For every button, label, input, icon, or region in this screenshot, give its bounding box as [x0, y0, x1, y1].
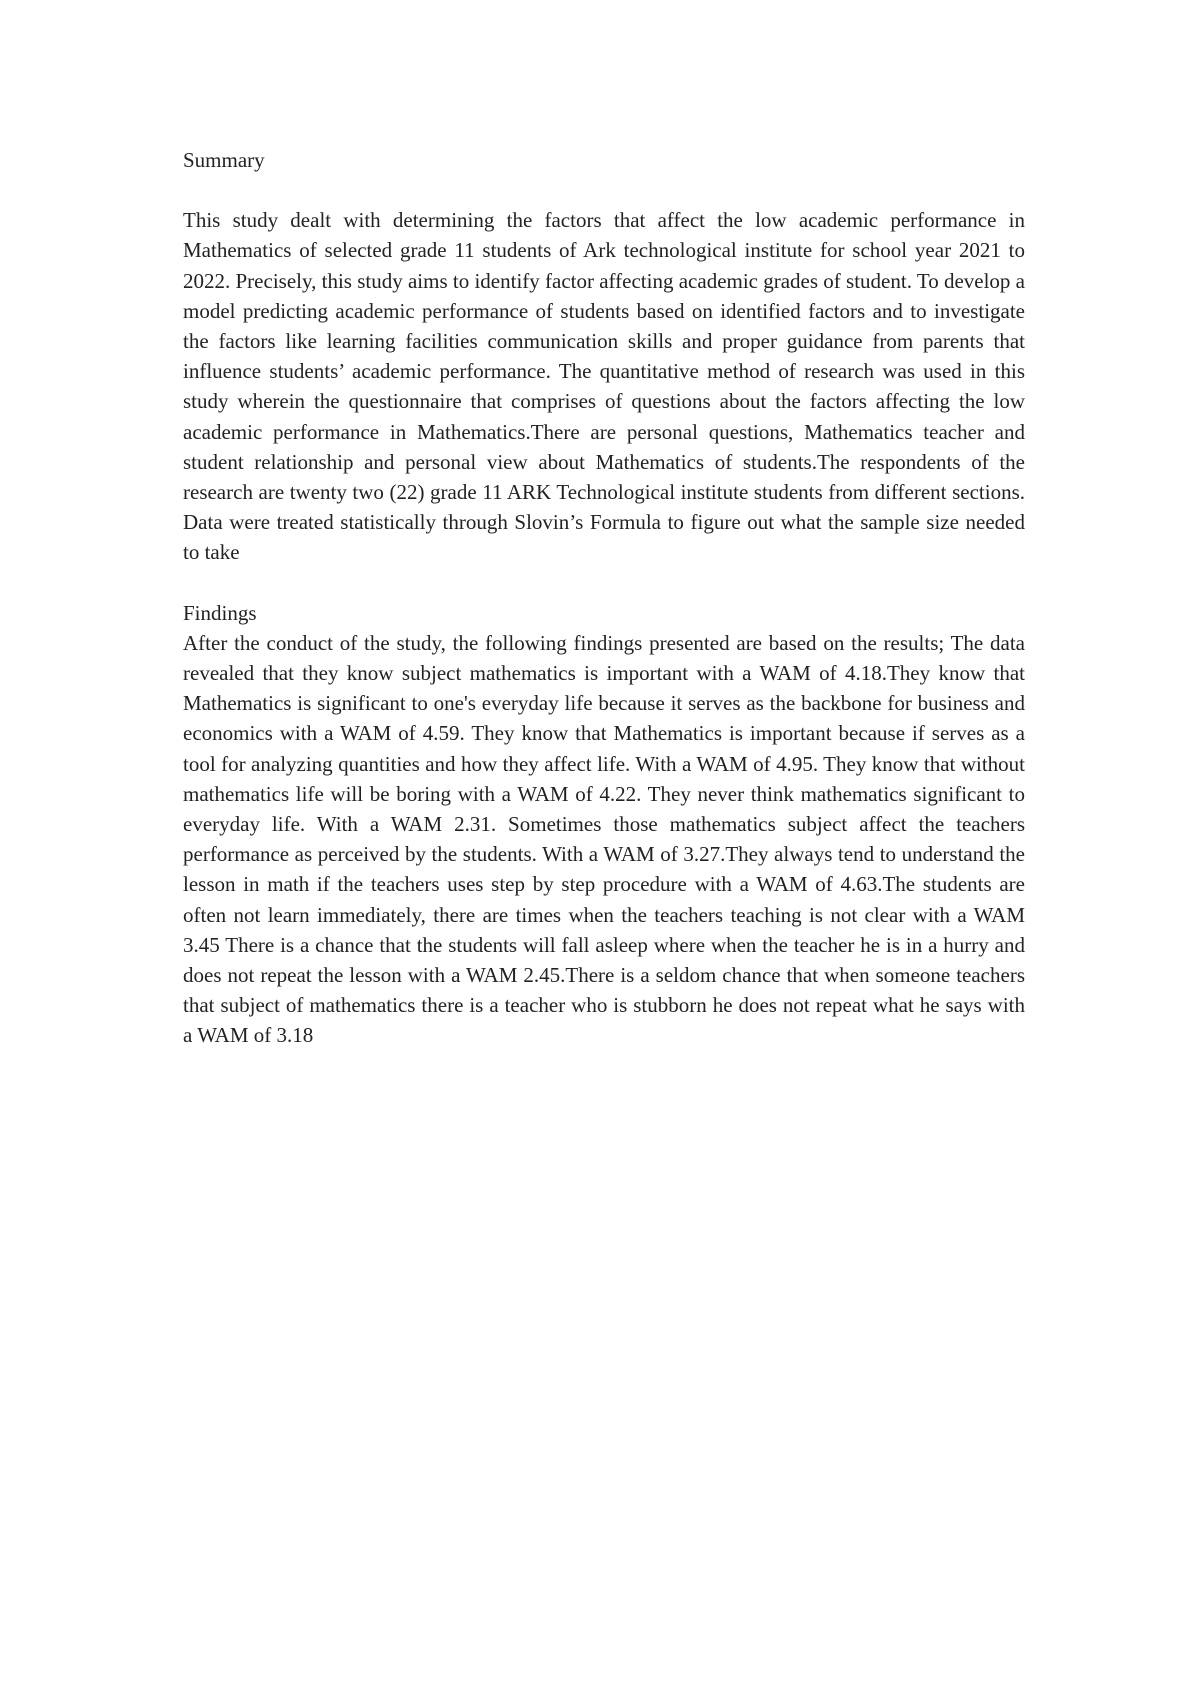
- summary-heading: Summary: [183, 148, 265, 172]
- summary-paragraph: This study dealt with determining the factors that affect the low academic performance in Mathematics of selected grade 11 students of Ark technological institute for school year 2021 to 2022. Precisely, this study aims to identify factor affecting academic grades of student. To develop a model predicting academic performance of students based on identified factors and to investigate the factors like learning facilities communication skills and proper guidance from parents that influence students’ academic performance. The quantitative method of research was used in this study wherein the questionnaire that comprises of questions about the factors affecting the low academic performance in Mathematics.There are personal questions, Mathematics teacher and student relationship and personal view about Mathematics of students.The respondents of the research are twenty two (22) grade 11 ARK Technological institute students from different sections. Data were treated statistically through Slovin’s Formula to figure out what the sample size needed to take: [183, 208, 1025, 565]
- findings-heading: Findings: [183, 600, 257, 625]
- document-content: [183, 145, 1025, 1051]
- findings-paragraph: After the conduct of the study, the following findings presented are based on the results; The data revealed that they know subject mathematics is important with a WAM of 4.18.They know that Mathematics is significant to one's everyday life because it serves as the backbone for business and economics with a WAM of 4.59. They know that Mathematics is important because if serves as a tool for analyzing quantities and how they affect life. With a WAM of 4.95. They know that without mathematics life will be boring with a WAM of 4.22. They never think mathematics significant to everyday life. With a WAM 2.31. Sometimes those mathematics subject affect the teachers performance as perceived by the students. With a WAM of 3.27.They always tend to understand the lesson in math if the teachers uses step by step procedure with a WAM of 4.63.The students are often not learn immediately, there are times when the teachers teaching is not clear with a WAM 3.45 There is a chance that the students will fall asleep where when the teacher he is in a hurry and does not repeat the lesson with a WAM 2.45.There is a seldom chance that when someone teachers that subject of mathematics there is a teacher who is stubborn he does not repeat what he says with a WAM of 3.18: [183, 630, 1025, 1048]
